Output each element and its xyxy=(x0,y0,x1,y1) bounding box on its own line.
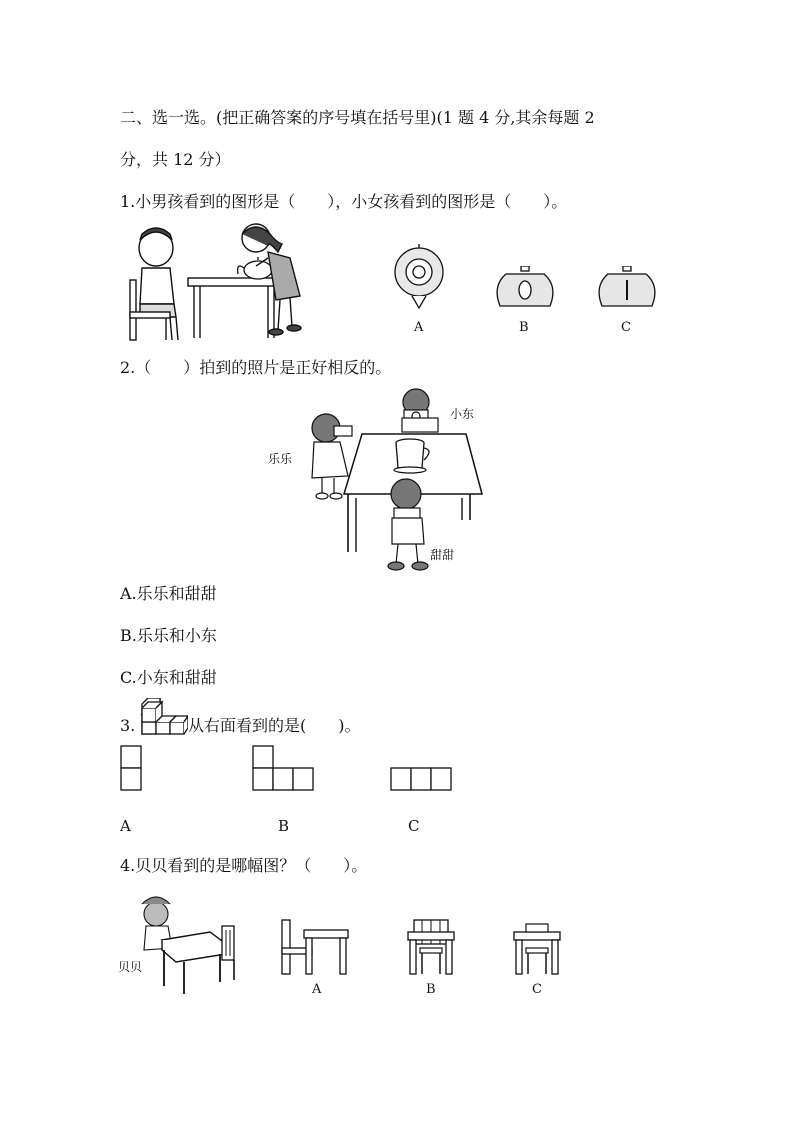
boy-girl-teapot-illustration xyxy=(118,222,328,344)
q1-option-c-label: C xyxy=(621,320,631,335)
q3-option-a-label: A xyxy=(120,817,131,835)
boy-figure xyxy=(130,228,178,340)
q4-option-b-front-view xyxy=(406,918,456,976)
option-c-teapot-side-view xyxy=(598,266,656,308)
q2-choice-a: A.乐乐和甜甜 xyxy=(120,584,217,603)
question-3-number: 3. xyxy=(120,716,136,735)
option-a-teapot-top-view xyxy=(390,244,448,310)
q3-option-b-label: B xyxy=(278,817,290,835)
q3-cube-stack-figure xyxy=(138,698,188,736)
question-1-text: 1.小男孩看到的图形是（ ），小女孩看到的图形是（ ）。 xyxy=(120,192,568,211)
table-figure xyxy=(188,278,280,338)
q2-choice-c: C.小东和甜甜 xyxy=(120,668,217,687)
question-3-text: 从右面看到的是( )。 xyxy=(188,716,361,735)
q2-choice-b: B.乐乐和小东 xyxy=(120,626,217,645)
xiaodong-figure xyxy=(402,389,438,432)
question-2-text: 2.（ ）拍到的照片是正好相反的。 xyxy=(120,358,392,377)
q3-option-a-shape xyxy=(120,745,142,791)
q3-option-c-label: C xyxy=(408,817,420,835)
q1-option-b-label: B xyxy=(519,320,529,335)
q4-option-b-label: B xyxy=(426,982,436,997)
teapot-figure xyxy=(238,257,272,279)
question-4-text: 4.贝贝看到的是哪幅图？（ ）。 xyxy=(120,856,368,875)
name-label-beibei: 贝贝 xyxy=(118,960,143,974)
q4-option-c-label: C xyxy=(532,982,542,997)
q1-option-a-label: A xyxy=(414,320,424,335)
name-label-lele: 乐乐 xyxy=(268,452,293,466)
q4-option-a-side-view xyxy=(278,918,352,976)
q3-option-b-shape xyxy=(252,745,316,791)
section-heading-line2: 分，共 12 分） xyxy=(120,150,231,169)
option-b-teapot-front-view xyxy=(496,266,554,308)
name-label-xiaodong: 小东 xyxy=(450,407,475,421)
name-label-tiantian: 甜甜 xyxy=(430,548,455,562)
beibei-desk-chair-illustration xyxy=(130,896,242,996)
q3-option-c-shape xyxy=(390,767,454,791)
q4-option-a-label: A xyxy=(312,982,322,997)
section-heading-line1: 二、选一选。(把正确答案的序号填在括号里)(1 题 4 分,其余每题 2 xyxy=(120,108,595,127)
q4-option-c-back-view xyxy=(512,918,562,976)
